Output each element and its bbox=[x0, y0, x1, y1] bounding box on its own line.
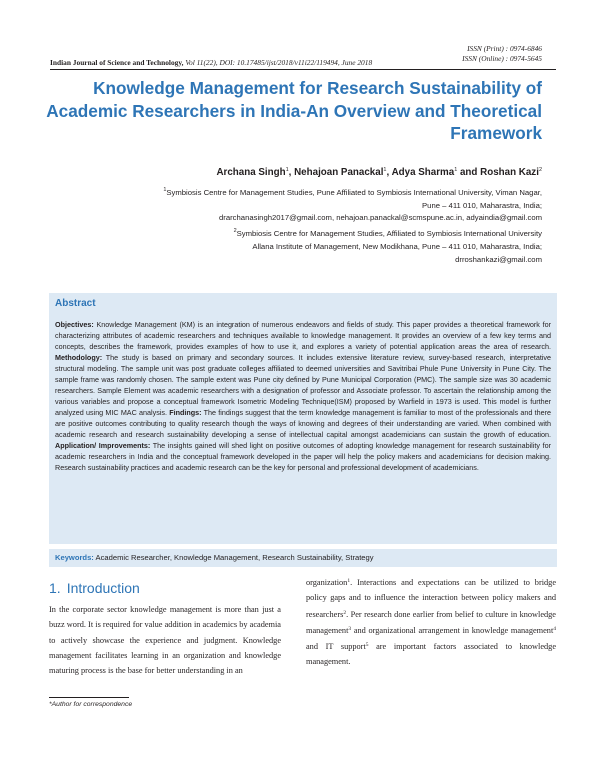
keywords-text: Academic Researcher, Knowledge Management, Research Sustainability, Strategy bbox=[95, 553, 374, 562]
body-text: are important factors associated to knowledge management. bbox=[306, 642, 556, 667]
body-text: and IT support bbox=[306, 642, 366, 652]
findings-label: Findings: bbox=[169, 408, 202, 417]
section-heading bbox=[49, 580, 140, 596]
author-sup: 1 bbox=[454, 167, 458, 173]
author-sup: 1 bbox=[383, 167, 387, 173]
citation-ref[interactable]: 2 bbox=[343, 609, 347, 616]
citation-ref[interactable]: 1 bbox=[347, 578, 351, 584]
affiliation-line: Pune – 411 010, Maharastra, India; bbox=[422, 200, 542, 210]
citation-ref[interactable]: 5 bbox=[365, 642, 369, 649]
affiliation-sup: 2 bbox=[233, 228, 237, 235]
application-text: The insights gained will shed light on positive outcomes of adopting knowledge management for research sustainability for academic researchers in India and the conceptual framework developed in the paper will help the policy makers and academicians for decision making. Research sustainability practices and academic research can be the key for personal and professional development of academicians. bbox=[55, 441, 551, 472]
affiliation-sup: 1 bbox=[163, 187, 167, 193]
author-sup: 2 bbox=[538, 167, 542, 173]
affiliation-line bbox=[62, 225, 542, 241]
body-text: . Per research done earlier from belief to culture in knowledge management bbox=[306, 609, 556, 635]
body-text: organization bbox=[306, 578, 348, 587]
section-number: 1. bbox=[49, 580, 61, 596]
citation-ref[interactable]: 3 bbox=[348, 625, 352, 632]
objectives-text: Knowledge Management (KM) is an integration of numerous endeavors and fields of study. This paper provides a theoretical framework for characterizing attributes of academic researchers and techniques available to knowledge management. It provides an overview of a few key terms and concepts, describes the framework, provides examples of how to use it, and explores a variety of potential application areas the area of research. bbox=[55, 320, 551, 351]
author-list: Archana Singh$^1$, Nehajoan Panackal$^1$, Adya Sharma$^1$ and Roshan Kazi$^2$ bbox=[216, 167, 542, 178]
keywords bbox=[55, 553, 374, 562]
header-rule bbox=[50, 69, 556, 70]
author-name: Nehajoan Panackal bbox=[294, 167, 384, 178]
citation-ref[interactable]: 4 bbox=[553, 625, 556, 632]
author-name: Adya Sharma bbox=[391, 167, 455, 178]
body-text: . Interactions and expectations can be utilized to bridge policy gaps and to influence the interaction between policy makers and researchers bbox=[306, 578, 556, 619]
citation-info: Vol 11(22), DOI: 10.17485/ijst/2018/v11i22/119494, June 2018 bbox=[185, 58, 373, 67]
affiliation-text: Symbiosis Centre for Management Studies, Affiliated to Symbiosis International University bbox=[236, 229, 542, 239]
journal-name: Indian Journal of Science and Technology, bbox=[50, 58, 184, 67]
objectives-label: Objectives: bbox=[55, 320, 94, 329]
application-label: Application/ Improvements: bbox=[55, 441, 151, 450]
author-name: Archana Singh bbox=[216, 167, 286, 178]
running-header bbox=[50, 58, 556, 67]
affiliation-line: Allana Institute of Management, New Modikhana, Pune – 411 010, Maharastra, India; bbox=[252, 241, 542, 251]
author-sup: 1 bbox=[285, 167, 289, 173]
footnote-rule bbox=[49, 697, 129, 698]
author-name: Roshan Kazi bbox=[480, 167, 539, 178]
affiliation-line bbox=[62, 184, 542, 200]
methodology-label: Methodology: bbox=[55, 353, 103, 362]
body-text: and organizational arrangement in knowledge management bbox=[351, 625, 554, 635]
footnote: *Author for correspondence bbox=[49, 701, 133, 708]
methodology-text: The study is based on primary and secondary sources. It includes extensive literature review, survey-based research, interpretative structural modeling. The sample unit was post graduate colleges affiliated to deemed universities and Savitribai Phule Pune University in Pune City. The sample frame was randomly chosen. The sample extent was Pune city defined by Pune Municipal Corporation (PMC). The sample size was 30 academic researchers. Sample Element was academic researchers with a designation of professor and Associate professor. To ascertain the relationship among the various variables and propose a conceptual framework Isometric Modeling Technique(ISM) proposed by Warfield in 1973 is used. This model is further analyzed using MIC MAC analysis. bbox=[55, 353, 552, 417]
issn-print: ISSN (Print) : 0974-6846 bbox=[467, 44, 542, 53]
abstract-body bbox=[55, 319, 551, 473]
findings-text: The findings suggest that the term knowledge management is familiar to most of the professionals and there are positive outcomes contributing to quality research though the ways of knowing and degrees of their understanding are varied. When combined with academic research and research sustainability developing a sense of intellectual capital amongst academicians can sustain the growth of education. bbox=[55, 408, 551, 439]
intro-right-column bbox=[306, 574, 556, 670]
intro-left-column: In the corporate sector knowledge management is more than just a buzz word. It is required for value addition in academics by academia to actively showcase the experience and judgment. Knowledge management facilitates learning in an organization and knowledge maturing process is the base for better understanding in an bbox=[49, 605, 281, 676]
abstract-heading: Abstract bbox=[55, 298, 96, 309]
affiliation-email: drroshankazi@gmail.com bbox=[455, 254, 542, 264]
affiliation-text: Symbiosis Centre for Management Studies, Pune Affiliated to Symbiosis International University, Viman Nagar, bbox=[166, 188, 542, 197]
keywords-label: Keywords: bbox=[55, 553, 94, 562]
paper-title: Knowledge Management for Research Sustainability of Academic Researchers in India-An Overview and Theoretical Framework bbox=[46, 78, 542, 143]
section-title: Introduction bbox=[66, 580, 140, 596]
issn-online: ISSN (Online) : 0974-5645 bbox=[462, 53, 542, 63]
affiliation-emails: drarchanasingh2017@gmail.com, nehajoan.panackal@scmspune.ac.in, adyaindia@gmail.com bbox=[219, 213, 542, 223]
affiliations bbox=[62, 184, 542, 266]
